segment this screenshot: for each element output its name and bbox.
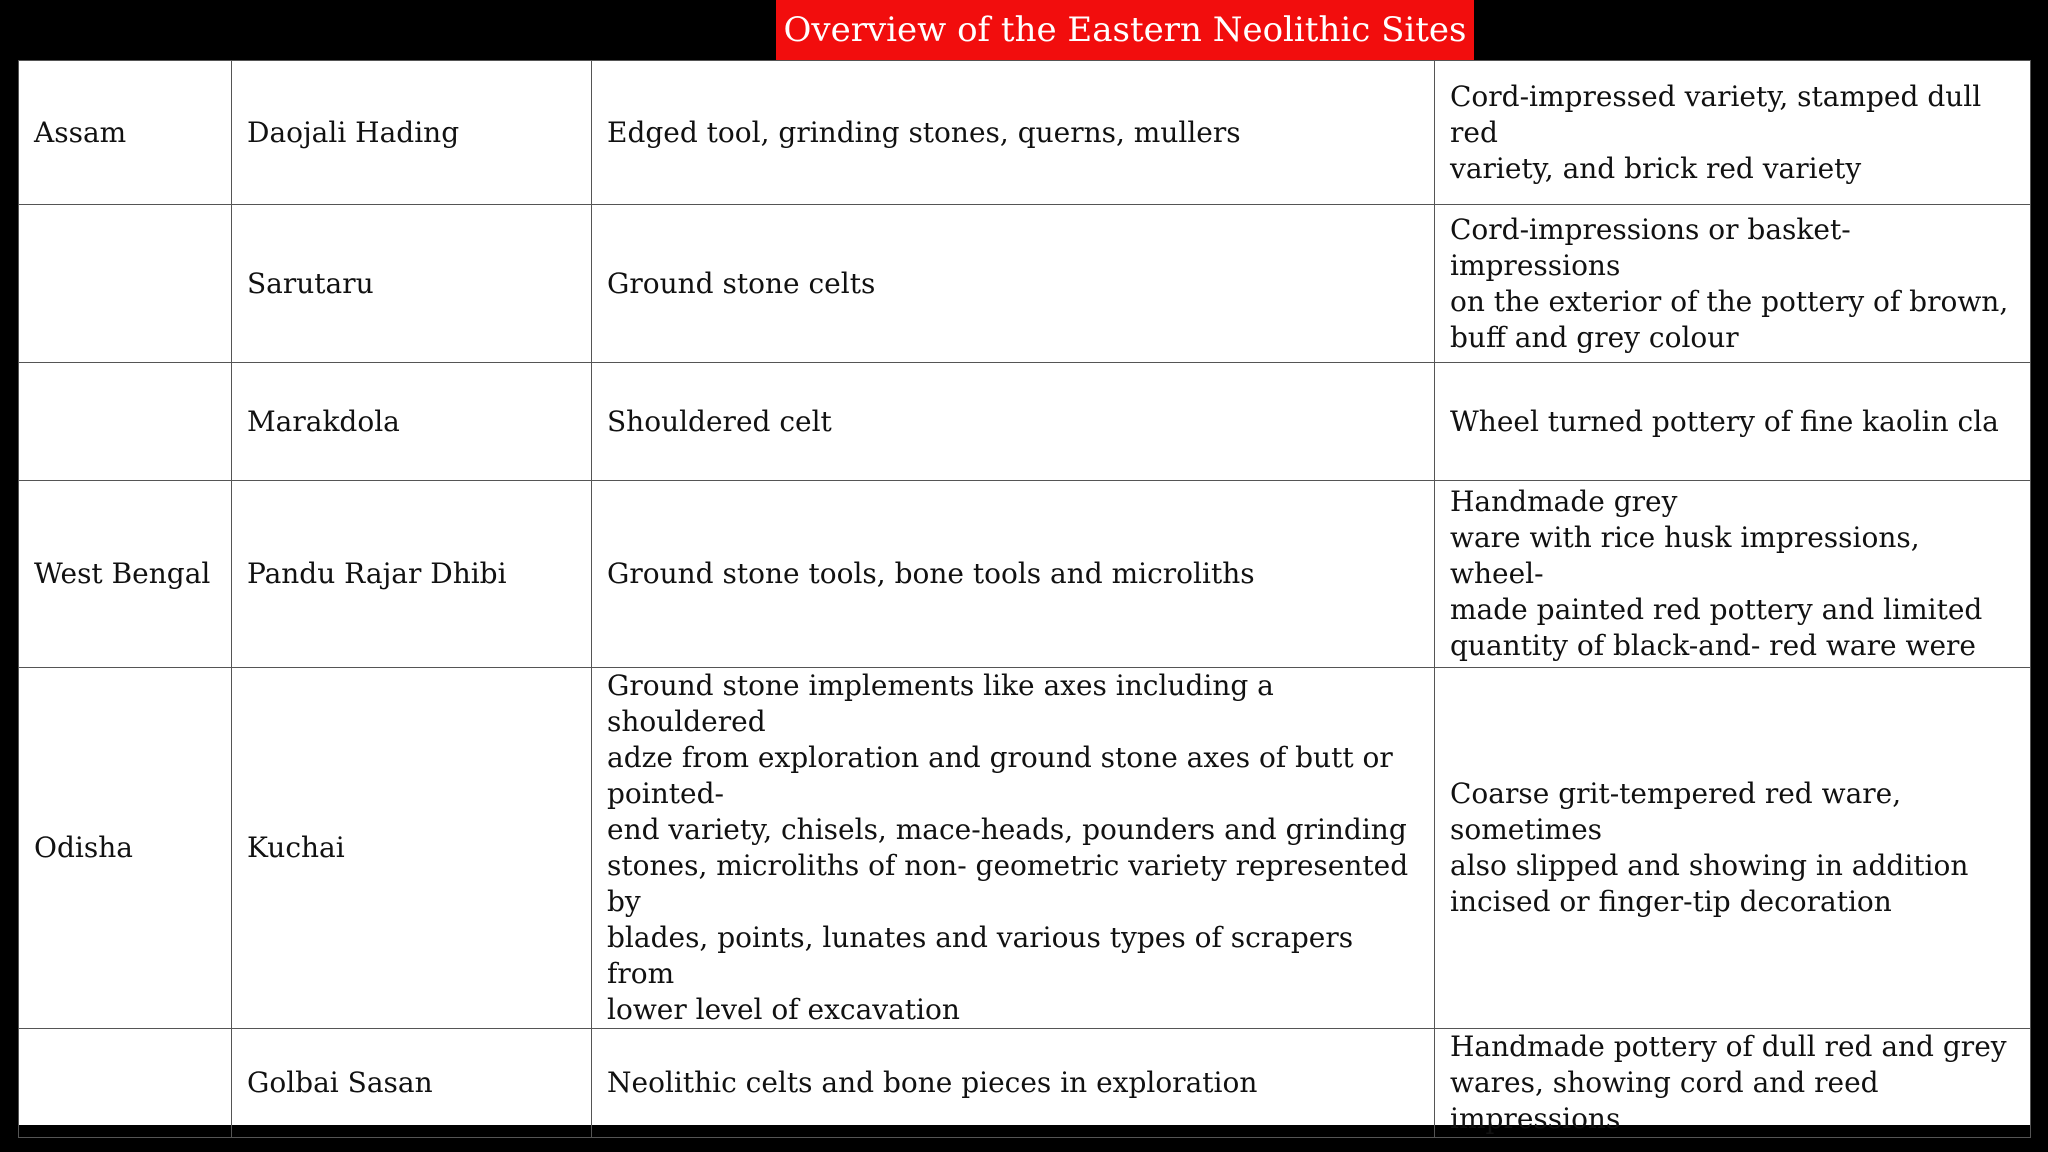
- region-cell: [19, 1029, 232, 1138]
- site-cell: Kuchai: [232, 668, 592, 1029]
- table-row: [19, 481, 2031, 668]
- pottery-cell: Handmade pottery of dull red and grey wares, showing cord and reed impressions: [1435, 1029, 2031, 1138]
- site-cell: Pandu Rajar Dhibi: [232, 481, 592, 668]
- tools-cell: Ground stone implements like axes including a shouldered adze from exploration and ground stone axes of butt or pointed- end variety, chisels, mace-heads, pounders and grinding stones, microliths of non- geometric variety represented by blades, points, lunates and various types of scrapers from lower level of excavation: [592, 668, 1435, 1029]
- table-row: [19, 1029, 2031, 1138]
- table-row: [19, 363, 2031, 481]
- tools-cell: Ground stone tools, bone tools and microliths: [592, 481, 1435, 668]
- tools-cell: Edged tool, grinding stones, querns, mullers: [592, 61, 1435, 205]
- pottery-cell: Wheel turned pottery of fine kaolin cla: [1435, 363, 2031, 481]
- table-row: [19, 61, 2031, 205]
- sites-table-container: [18, 60, 2030, 1135]
- region-cell: Odisha: [19, 668, 232, 1029]
- page-title: Overview of the Eastern Neolithic Sites: [776, 0, 1474, 60]
- site-cell: Sarutaru: [232, 205, 592, 363]
- region-cell: West Bengal: [19, 481, 232, 668]
- sites-table: [18, 60, 2031, 1138]
- tools-cell: Ground stone celts: [592, 205, 1435, 363]
- pottery-cell: Cord-impressed variety, stamped dull red variety, and brick red variety: [1435, 61, 2031, 205]
- tools-cell: Shouldered celt: [592, 363, 1435, 481]
- region-cell: Assam: [19, 61, 232, 205]
- site-cell: Daojali Hading: [232, 61, 592, 205]
- region-cell: [19, 205, 232, 363]
- pottery-cell: Coarse grit-tempered red ware, sometimes also slipped and showing in addition incised or finger-tip decoration: [1435, 668, 2031, 1029]
- table-row: [19, 205, 2031, 363]
- pottery-cell: Handmade grey ware with rice husk impressions, wheel- made painted red pottery and limited quantity of black-and- red ware were: [1435, 481, 2031, 668]
- site-cell: Marakdola: [232, 363, 592, 481]
- pottery-cell: Cord-impressions or basket-impressions on the exterior of the pottery of brown, buff and grey colour: [1435, 205, 2031, 363]
- table-row: [19, 668, 2031, 1029]
- tools-cell: Neolithic celts and bone pieces in exploration: [592, 1029, 1435, 1138]
- region-cell: [19, 363, 232, 481]
- site-cell: Golbai Sasan: [232, 1029, 592, 1138]
